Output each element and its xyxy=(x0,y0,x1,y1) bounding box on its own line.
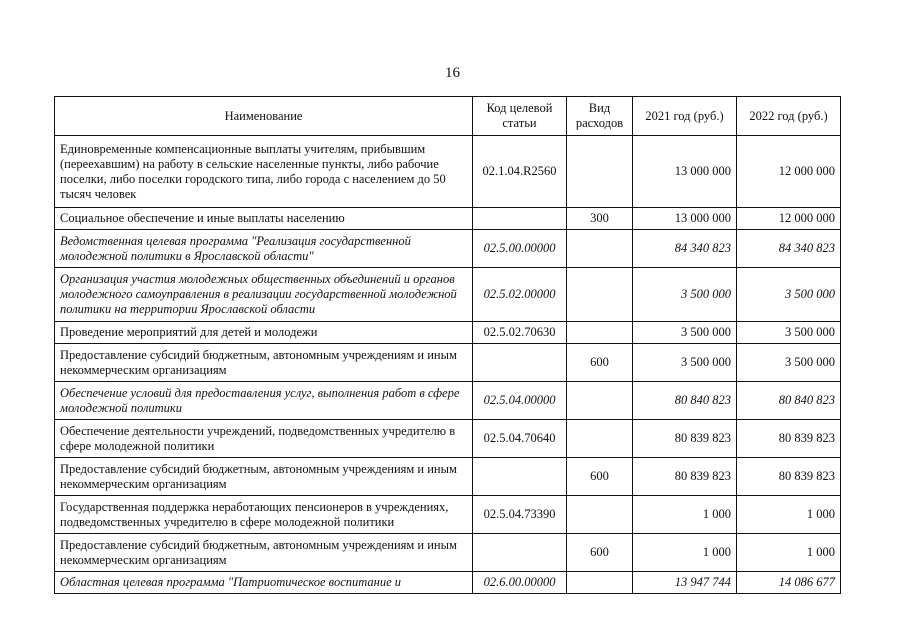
row-name-cell: Ведомственная целевая программа "Реализация государственной молодежной политики в Ярославской области" xyxy=(55,230,473,268)
header-2021: 2021 год (руб.) xyxy=(633,97,737,136)
table-body xyxy=(55,136,841,594)
row-code-cell: 02.5.00.00000 xyxy=(473,230,567,268)
row-2021-cell: 3 500 000 xyxy=(633,344,737,382)
row-code-cell: 02.5.04.00000 xyxy=(473,382,567,420)
header-type: Вид расходов xyxy=(567,97,633,136)
table-row xyxy=(55,322,841,344)
row-2022-cell: 12 000 000 xyxy=(737,136,841,208)
row-2022-cell: 80 840 823 xyxy=(737,382,841,420)
row-code-cell: 02.5.04.73390 xyxy=(473,496,567,534)
row-code-cell: 02.5.02.70630 xyxy=(473,322,567,344)
header-name: Наименование xyxy=(55,97,473,136)
row-name-cell: Областная целевая программа "Патриотическое воспитание и xyxy=(55,572,473,594)
row-name-cell: Государственная поддержка неработающих пенсионеров в учреждениях, подведомственных учредителю в сфере молодежной политики xyxy=(55,496,473,534)
table-row xyxy=(55,382,841,420)
row-code-cell xyxy=(473,458,567,496)
row-name-cell: Проведение мероприятий для детей и молодежи xyxy=(55,322,473,344)
row-code-cell xyxy=(473,208,567,230)
row-type-cell xyxy=(567,136,633,208)
row-code-cell: 02.5.02.00000 xyxy=(473,268,567,322)
row-name-cell: Предоставление субсидий бюджетным, автономным учреждениям и иным некоммерческим организациям xyxy=(55,534,473,572)
table-row xyxy=(55,268,841,322)
row-code-cell xyxy=(473,344,567,382)
page-number: 16 xyxy=(445,65,460,81)
row-code-cell: 02.6.00.00000 xyxy=(473,572,567,594)
row-2021-cell: 1 000 xyxy=(633,534,737,572)
row-name-cell: Обеспечение деятельности учреждений, подведомственных учредителю в сфере молодежной политики xyxy=(55,420,473,458)
row-2021-cell: 1 000 xyxy=(633,496,737,534)
row-code-cell: 02.5.04.70640 xyxy=(473,420,567,458)
row-type-cell: 600 xyxy=(567,534,633,572)
row-name-cell: Предоставление субсидий бюджетным, автономным учреждениям и иным некоммерческим организациям xyxy=(55,458,473,496)
header-code: Код целевой статьи xyxy=(473,97,567,136)
row-name-cell: Социальное обеспечение и иные выплаты населению xyxy=(55,208,473,230)
row-2021-cell: 13 000 000 xyxy=(633,208,737,230)
row-2022-cell: 84 340 823 xyxy=(737,230,841,268)
row-2021-cell: 80 839 823 xyxy=(633,458,737,496)
budget-table xyxy=(54,96,841,594)
row-2022-cell: 1 000 xyxy=(737,534,841,572)
row-2021-cell: 80 840 823 xyxy=(633,382,737,420)
row-type-cell xyxy=(567,382,633,420)
table-row xyxy=(55,420,841,458)
row-name-cell: Организация участия молодежных общественных объединений и органов молодежного самоуправления в реализации государственной молодежной политики на территории Ярославской области xyxy=(55,268,473,322)
row-type-cell: 600 xyxy=(567,458,633,496)
row-type-cell: 600 xyxy=(567,344,633,382)
row-2021-cell: 84 340 823 xyxy=(633,230,737,268)
row-name-cell: Обеспечение условий для предоставления услуг, выполнения работ в сфере молодежной политики xyxy=(55,382,473,420)
row-type-cell xyxy=(567,230,633,268)
row-type-cell xyxy=(567,268,633,322)
row-2022-cell: 3 500 000 xyxy=(737,322,841,344)
row-2021-cell: 3 500 000 xyxy=(633,268,737,322)
row-2022-cell: 12 000 000 xyxy=(737,208,841,230)
row-2022-cell: 80 839 823 xyxy=(737,458,841,496)
row-2022-cell: 14 086 677 xyxy=(737,572,841,594)
row-2021-cell: 13 000 000 xyxy=(633,136,737,208)
row-2021-cell: 13 947 744 xyxy=(633,572,737,594)
row-code-cell: 02.1.04.R2560 xyxy=(473,136,567,208)
table-row xyxy=(55,534,841,572)
table-row xyxy=(55,496,841,534)
row-code-cell xyxy=(473,534,567,572)
row-2022-cell: 3 500 000 xyxy=(737,344,841,382)
table-row xyxy=(55,344,841,382)
table-row xyxy=(55,458,841,496)
row-name-cell: Единовременные компенсационные выплаты учителям, прибывшим (переехавшим) на работу в сельские населенные пункты, либо рабочие поселки, либо поселки городского типа, либо города с населением до 50 тысяч человек xyxy=(55,136,473,208)
row-2021-cell: 3 500 000 xyxy=(633,322,737,344)
table-row xyxy=(55,230,841,268)
row-type-cell xyxy=(567,496,633,534)
row-type-cell xyxy=(567,420,633,458)
row-type-cell xyxy=(567,572,633,594)
row-type-cell xyxy=(567,322,633,344)
row-name-cell: Предоставление субсидий бюджетным, автономным учреждениям и иным некоммерческим организациям xyxy=(55,344,473,382)
table-header-row xyxy=(55,97,841,136)
table-row xyxy=(55,208,841,230)
row-type-cell: 300 xyxy=(567,208,633,230)
table-row xyxy=(55,136,841,208)
row-2021-cell: 80 839 823 xyxy=(633,420,737,458)
row-2022-cell: 1 000 xyxy=(737,496,841,534)
row-2022-cell: 80 839 823 xyxy=(737,420,841,458)
table-row xyxy=(55,572,841,594)
header-2022: 2022 год (руб.) xyxy=(737,97,841,136)
row-2022-cell: 3 500 000 xyxy=(737,268,841,322)
